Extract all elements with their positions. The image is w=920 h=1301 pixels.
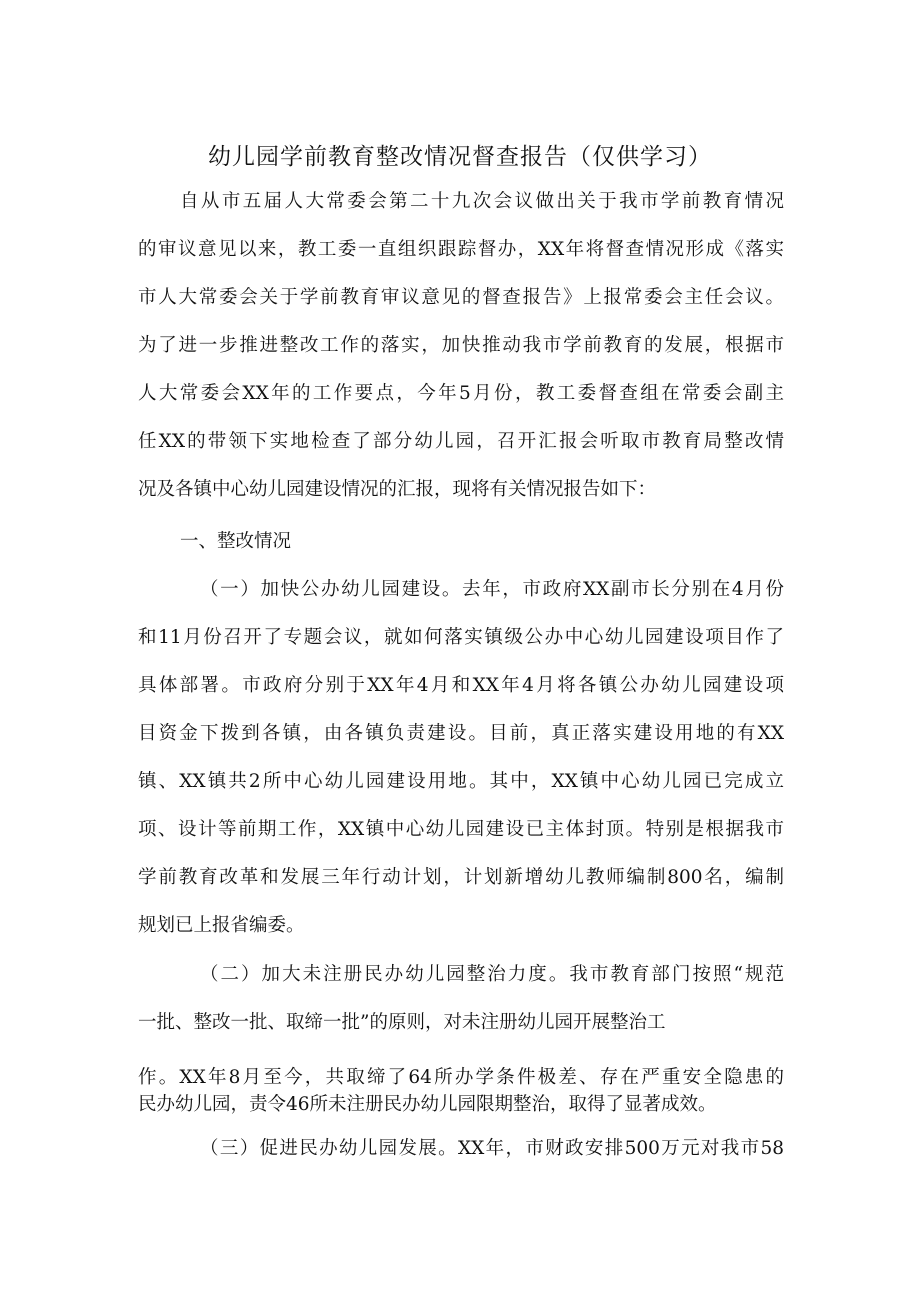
text-line: 市人大常委会关于学前教育审议意见的督查报告》上报常委会主任会议。: [138, 287, 784, 308]
text-line: （三）促进民办幼儿园发展。XX年，市财政安排500万元对我市58: [200, 1138, 784, 1159]
paragraph-2-continued: [138, 1064, 784, 1118]
text-line: 学前教育改革和发展三年行动计划，计划新增幼儿教师编制800名，编制: [138, 867, 784, 888]
text-line: 人大常委会XX年的工作要点，今年5月份，教工委督查组在常委会副主: [138, 383, 784, 404]
section-heading: 一、整改情况: [180, 531, 292, 552]
text-line: 任XX的带领下实地检查了部分幼儿园，召开汇报会听取市教育局整改情: [138, 431, 784, 452]
section-heading-1: [138, 518, 784, 566]
paragraph-1: [138, 566, 784, 950]
text-line: 自从市五届人大常委会第二十九次会议做出关于我市学前教育情况: [180, 191, 784, 212]
intro-paragraph: [138, 178, 784, 514]
text-line: （一）加快公办幼儿园建设。去年，市政府XX副市长分别在4月份: [200, 579, 784, 600]
text-line: 目资金下拨到各镇，由各镇负责建设。目前，真正落实建设用地的有XX: [138, 723, 784, 744]
text-line: 为了进一步推进整改工作的落实，加快推动我市学前教育的发展，根据市: [138, 335, 784, 356]
paragraph-3: [138, 1125, 784, 1173]
text-line: （二）加大未注册民办幼儿园整治力度。我市教育部门按照“规范: [200, 964, 784, 985]
text-line: 作。XX年8月至今，共取缔了64所办学条件极差、存在严重安全隐患的: [138, 1067, 784, 1088]
paragraph-2: [138, 951, 784, 1047]
text-line: 和11月份召开了专题会议，就如何落实镇级公办中心幼儿园建设项目作了: [138, 627, 784, 648]
text-line: 的审议意见以来，教工委一直组织跟踪督办，XX年将督查情况形成《落实: [138, 239, 784, 260]
text-line: 规划已上报省编委。: [138, 915, 305, 936]
text-line: 况及各镇中心幼儿园建设情况的汇报，现将有关情况报告如下：: [138, 479, 657, 500]
text-line: 项、设计等前期工作，XX镇中心幼儿园建设已主体封顶。特别是根据我市: [138, 819, 784, 840]
text-line: 镇、XX镇共2所中心幼儿园建设用地。其中，XX镇中心幼儿园已完成立: [138, 771, 784, 792]
text-line: 具体部署。市政府分别于XX年4月和XX年4月将各镇公办幼儿园建设项: [138, 675, 784, 696]
text-line: 一批、整改一批、取缔一批”的原则，对未注册幼儿园开展整治工: [138, 1012, 666, 1033]
document-title: 幼儿园学前教育整改情况督查报告（仅供学习）: [208, 144, 712, 170]
text-line: 民办幼儿园，责令46所未注册民办幼儿园限期整治，取得了显著成效。: [138, 1094, 717, 1115]
